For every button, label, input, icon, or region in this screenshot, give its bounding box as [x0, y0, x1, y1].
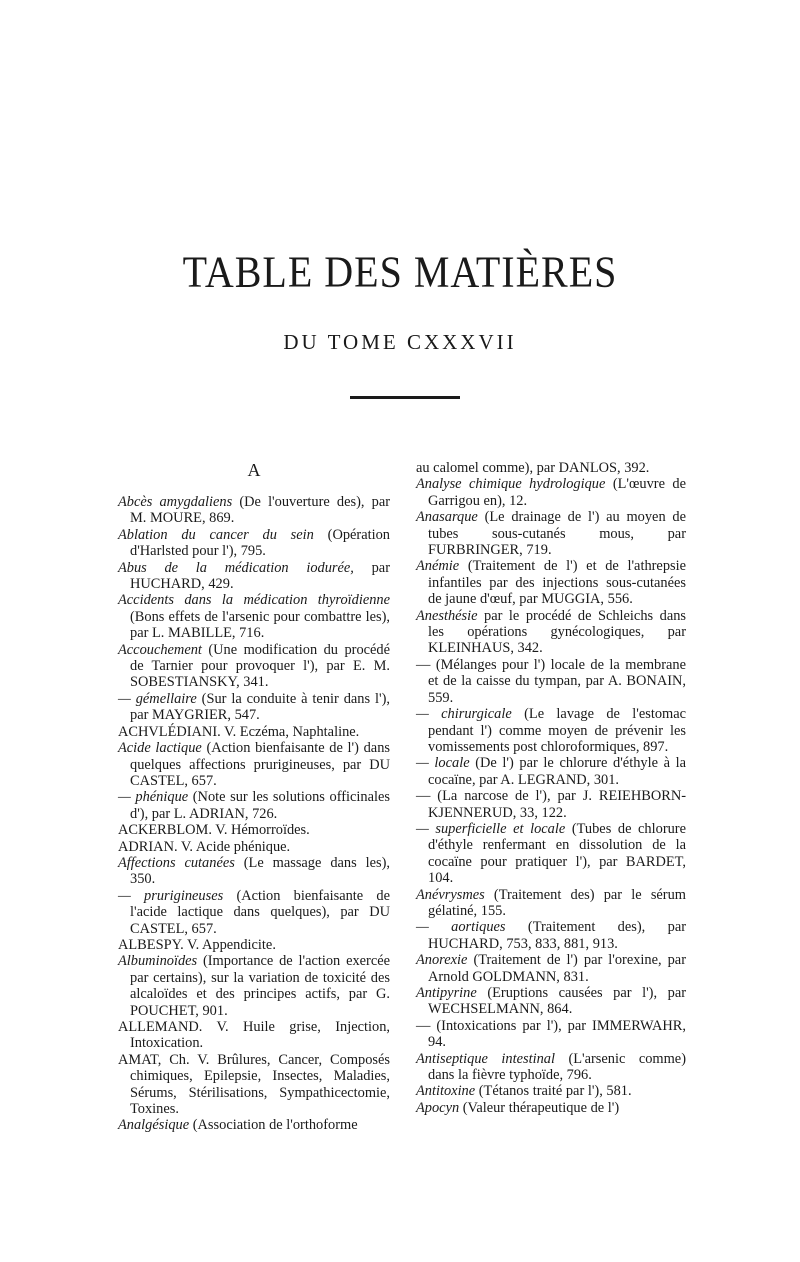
- index-entry: [416, 1018, 686, 1051]
- index-entry: [118, 560, 390, 593]
- entry-heading: — phénique: [118, 789, 189, 806]
- entry-heading: — prurigineuses: [118, 887, 224, 904]
- index-entry: [416, 706, 686, 755]
- entry-text: (Traitement de l') par l'orexine, par Arnold GOLDMANN, 831.: [428, 952, 686, 985]
- entry-heading: Antipyrine: [416, 985, 477, 1001]
- entry-text: (Sur la conduite à tenir dans l'), par MAYGRIER, 547.: [130, 690, 390, 724]
- entry-text: (Note sur les solutions officinales d'), par L. ADRIAN, 726.: [130, 789, 390, 822]
- entry-heading: Albuminoïdes: [118, 953, 198, 970]
- entry-text: (Association de l'orthoforme: [189, 1117, 358, 1134]
- entry-heading: Analgésique: [118, 1117, 190, 1134]
- entry-heading: — chirurgicale: [416, 706, 512, 723]
- index-entry: [416, 657, 686, 706]
- entry-heading: — aortiques: [416, 919, 506, 936]
- index-entry: [416, 476, 686, 509]
- entry-heading: Anasarque: [416, 509, 478, 526]
- entry-text: par le procédé de Schleichs dans les opérations gynécologiques, par KLEINHAUS, 342.: [428, 607, 686, 657]
- index-entry: [118, 527, 390, 560]
- entry-heading: Antiseptique intestinal: [416, 1050, 555, 1067]
- entry-heading: — superficielle et locale: [416, 820, 566, 837]
- entry-text: (Une modification du procédé de Tarnier pour provoquer l'), par E. M. SOBESTIANSKY, 341.: [130, 641, 390, 691]
- entry-text: ALBESPY. V. Appendicite.: [118, 936, 276, 953]
- entry-text: (Traitement des) par le sérum gélatiné, 155.: [428, 886, 686, 919]
- entry-text: (Opération d'Harlsted pour l'), 795.: [130, 526, 390, 560]
- index-entry: [118, 839, 390, 855]
- index-entry: [416, 919, 686, 952]
- index-entry: [118, 1052, 390, 1118]
- entry-heading: Accidents dans la médication thyroïdienne: [118, 592, 390, 609]
- index-entry: [118, 592, 390, 641]
- entry-heading: Anémie: [416, 558, 460, 575]
- entry-text: (Traitement des), par HUCHARD, 753, 833, 881, 913.: [428, 919, 686, 952]
- entry-heading: Antitoxine: [416, 1083, 476, 1100]
- entry-text: au calomel comme), par DANLOS, 392.: [416, 460, 650, 476]
- entry-heading: Apocyn: [416, 1099, 460, 1116]
- index-entry: [416, 985, 686, 1018]
- index-entry: [118, 691, 390, 724]
- entry-heading: Affections cutanées: [118, 854, 235, 871]
- entry-text: — (La narcose de l'), par J. REIEHBORN-KJENNERUD, 33, 122.: [416, 788, 686, 821]
- index-entry: [416, 887, 686, 920]
- page-title: TABLE DES MATIÈRES: [182, 246, 618, 297]
- index-entry: [118, 888, 390, 937]
- index-entry: [118, 740, 390, 789]
- index-entry: [118, 1019, 390, 1052]
- index-entry: [118, 1117, 390, 1133]
- index-entry: [416, 608, 686, 657]
- entry-text: (De l'ouverture des), par M. MOURE, 869.: [130, 494, 390, 527]
- entry-text: (Bons effets de l'arsenic pour combattre les), par L. MABILLE, 716.: [130, 608, 390, 642]
- index-entry: [118, 937, 390, 953]
- entry-text: (Importance de l'action exercée par certains), sur la variation de toxicité des alcaloïdes et des principes actifs, par G. POUCHET, 901.: [130, 953, 390, 1019]
- entry-text: — (Mélanges pour l') locale de la membrane et de la caisse du tympan, par A. BONAIN, 559.: [416, 656, 686, 706]
- entry-text: ALLEMAND. V. Huile grise, Injection, Intoxication.: [118, 1019, 390, 1052]
- entry-heading: — gémellaire: [118, 690, 197, 707]
- index-entry: [416, 952, 686, 985]
- entry-heading: Anévrysmes: [416, 886, 485, 903]
- entry-text: — (Intoxications par l'), par IMMERWAHR, 94.: [416, 1017, 686, 1051]
- entry-text: (L'œuvre de Garrigou en), 12.: [428, 476, 686, 509]
- index-entry: [118, 642, 390, 691]
- index-entry: [118, 822, 390, 838]
- entry-text: par HUCHARD, 429.: [130, 559, 390, 593]
- index-entry: [416, 788, 686, 821]
- entry-text: (Action bienfaisante de l') dans quelques affections prurigineuses, par DU CASTEL, 657.: [130, 740, 390, 789]
- index-entry: [416, 509, 686, 558]
- entry-heading: Anorexie: [416, 952, 468, 969]
- entry-text: (Tubes de chlorure d'éthyle renfermant en dissolution de la cocaïne pour pratiquer l'), par BARDET, 104.: [428, 820, 686, 887]
- entry-text: (Action bienfaisante de l'acide lactique dans quelques), par DU CASTEL, 657.: [130, 887, 391, 937]
- entry-heading: Ablation du cancer du sein: [118, 526, 314, 543]
- entry-text: AMAT, Ch. V. Brûlures, Cancer, Composés chimiques, Epilepsie, Insectes, Maladies, Sérums, Stérilisations, Sympathicectomie, Toxines.: [118, 1051, 390, 1118]
- entry-heading: Abus de la médication iodurée,: [118, 559, 354, 576]
- title-divider: [350, 396, 460, 399]
- entry-text: ACHVLÉDIANI. V. Eczéma, Naphtaline.: [118, 723, 360, 740]
- index-entry: [416, 1051, 686, 1084]
- index-entry: [118, 855, 390, 888]
- index-entry: [416, 1100, 686, 1116]
- index-entry: [416, 1083, 686, 1099]
- index-entry: [416, 558, 686, 607]
- entry-text: (Le drainage de l') au moyen de tubes sous-cutanés mous, par FURBRINGER, 719.: [428, 509, 686, 559]
- entry-heading: Analyse chimique hydrologique: [416, 476, 606, 493]
- entry-text: (Valeur thérapeutique de l'): [459, 1099, 620, 1116]
- entry-text: (Le lavage de l'estomac pendant l') comme moyen de prévenir les vomissements post chloroformiques, 897.: [428, 706, 687, 755]
- entry-heading: Accouchement: [118, 641, 202, 658]
- section-letter: A: [247, 460, 261, 480]
- index-entry: [118, 789, 390, 822]
- entry-text: (Eruptions causées par l'), par WECHSELMANN, 864.: [428, 985, 686, 1018]
- volume-subtitle: DU TOME CXXXVII: [283, 330, 517, 354]
- entry-text: (Traitement de l') et de l'athrepsie infantiles par des injections sous-cutanées de jaune d'œuf, par MUGGIA, 556.: [428, 558, 686, 608]
- entry-heading: — locale: [416, 755, 470, 772]
- entry-text: ACKERBLOM. V. Hémorroïdes.: [118, 822, 310, 839]
- entry-heading: Acide lactique: [118, 740, 202, 757]
- index-column-right: [416, 460, 686, 1116]
- entry-text: (Tétanos traité par l'), 581.: [475, 1083, 632, 1100]
- entry-text: (Le massage dans les), 350.: [130, 854, 390, 888]
- index-column-left: [118, 494, 390, 1134]
- entry-heading: Abcès amygdaliens: [118, 494, 233, 510]
- entry-text: (De l') par le chlorure d'éthyle à la cocaïne, par A. LEGRAND, 301.: [428, 755, 686, 788]
- index-entry: [118, 724, 390, 740]
- index-entry: [416, 460, 686, 476]
- entry-text: ADRIAN. V. Acide phénique.: [118, 838, 291, 855]
- entry-text: (L'arsenic comme) dans la fièvre typhoïde, 796.: [428, 1050, 686, 1084]
- entry-heading: Anesthésie: [416, 607, 478, 624]
- index-entry: [118, 494, 390, 527]
- index-entry: [416, 755, 686, 788]
- index-entry: [118, 953, 390, 1019]
- index-entry: [416, 821, 686, 887]
